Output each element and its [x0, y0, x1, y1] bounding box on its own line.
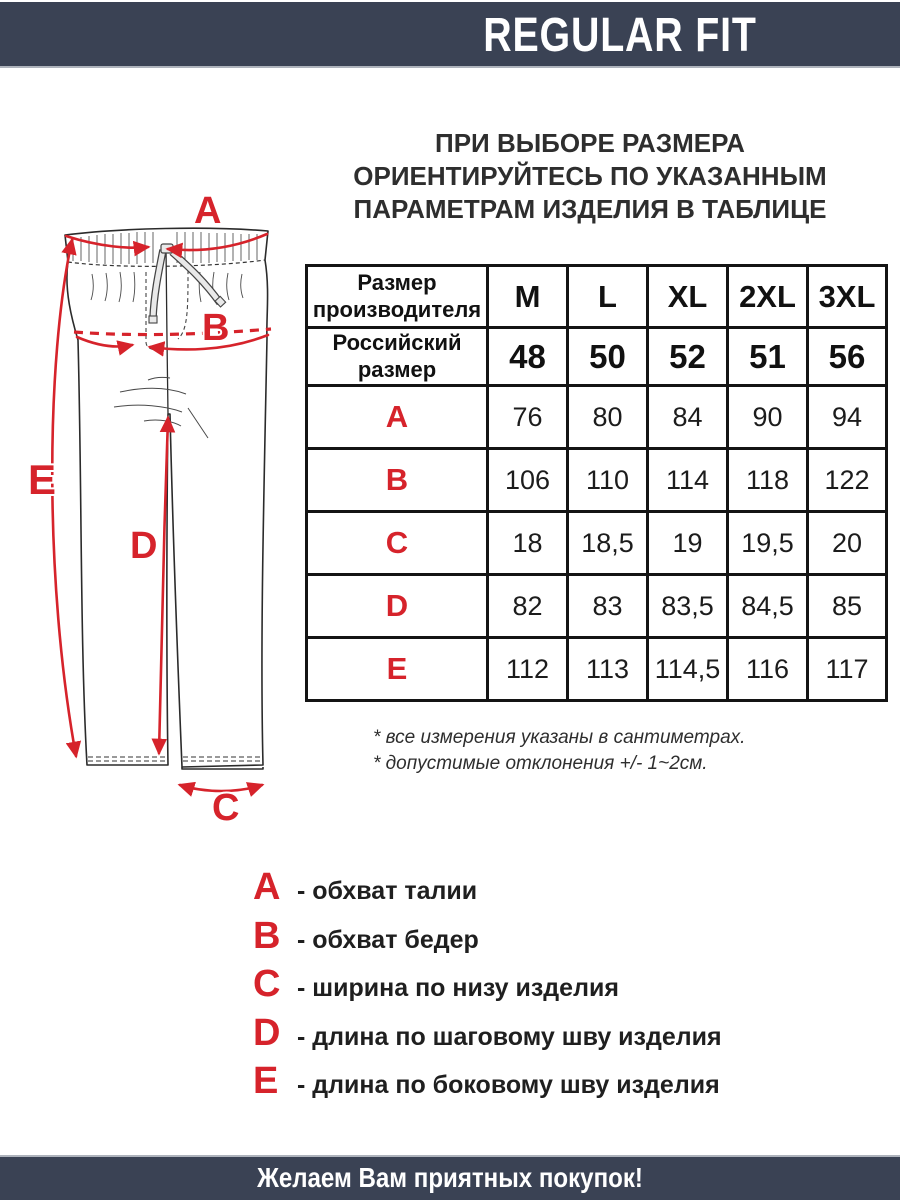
row-letter-cell: E — [307, 638, 488, 701]
legend-desc: - длина по шаговому шву изделия — [297, 1022, 722, 1051]
measure-label-b: B — [202, 307, 230, 349]
value-cell: 112 — [488, 638, 568, 701]
measure-label-e: E — [28, 456, 57, 503]
legend-desc: - обхват талии — [297, 877, 478, 905]
value-cell: 83,5 — [648, 575, 728, 638]
row-letter-cell: D — [307, 575, 488, 638]
legend-item-d — [253, 1012, 722, 1061]
row-letter-cell: A — [307, 386, 488, 449]
size-cell: 52 — [648, 328, 728, 386]
intro-line: ОРИЕНТИРУЙТЕСЬ ПО УКАЗАННЫМ — [353, 161, 827, 191]
legend-item-b — [253, 915, 722, 964]
col-header-cell: 2XL — [728, 266, 808, 328]
value-cell: 106 — [488, 449, 568, 512]
value-cell: 118 — [728, 449, 808, 512]
legend-letter: D — [253, 1011, 281, 1054]
value-cell: 117 — [808, 638, 887, 701]
intro-text — [295, 127, 885, 226]
row-header-cell: Размер производителя — [307, 266, 488, 328]
row-letter-cell: C — [307, 512, 488, 575]
value-cell: 84,5 — [728, 575, 808, 638]
intro-line: ПАРАМЕТРАМ ИЗДЕЛИЯ В ТАБЛИЦЕ — [353, 194, 827, 224]
page-title: REGULAR FIT — [483, 9, 757, 62]
legend-desc: - ширина по низу изделия — [297, 974, 619, 1002]
value-cell: 20 — [808, 512, 887, 575]
measurement-legend — [253, 866, 722, 1109]
value-cell: 110 — [568, 449, 648, 512]
col-header-cell: L — [568, 266, 648, 328]
value-cell: 19 — [648, 512, 728, 575]
measurement-notes — [373, 725, 745, 777]
legend-item-a — [253, 866, 722, 915]
note-line: * допустимые отклонения +/- 1~2см. — [373, 753, 708, 774]
value-cell: 114 — [648, 449, 728, 512]
legend-letter: B — [253, 914, 281, 957]
legend-letter: A — [253, 866, 281, 908]
value-cell: 80 — [568, 386, 648, 449]
table-row-e — [307, 638, 887, 701]
value-cell: 18 — [488, 512, 568, 575]
value-cell: 122 — [808, 449, 887, 512]
row-header-cell: Российский размер — [307, 328, 488, 386]
legend-desc: - обхват бедер — [297, 925, 479, 954]
table-row-b — [307, 449, 887, 512]
value-cell: 19,5 — [728, 512, 808, 575]
table-row-manufacturer-size — [307, 266, 887, 328]
value-cell: 113 — [568, 638, 648, 701]
legend-item-c — [253, 963, 722, 1012]
legend-letter: E — [253, 1060, 279, 1102]
size-cell: 51 — [728, 328, 808, 386]
value-cell: 82 — [488, 575, 568, 638]
legend-letter: C — [253, 963, 281, 1005]
measure-label-a: A — [194, 190, 222, 232]
value-cell: 76 — [488, 386, 568, 449]
note-line: * все измерения указаны в сантиметрах. — [373, 727, 746, 748]
size-cell: 48 — [488, 328, 568, 386]
col-header-cell: 3XL — [808, 266, 887, 328]
value-cell: 114,5 — [648, 638, 728, 701]
size-cell: 56 — [808, 328, 887, 386]
table-row-c — [307, 512, 887, 575]
table-row-a — [307, 386, 887, 449]
footer-message: Желаем Вам приятных покупок! — [257, 1162, 643, 1193]
value-cell: 90 — [728, 386, 808, 449]
value-cell: 18,5 — [568, 512, 648, 575]
row-letter-cell: B — [307, 449, 488, 512]
col-header-cell: M — [488, 266, 568, 328]
table-row-russian-size — [307, 328, 887, 386]
value-cell: 84 — [648, 386, 728, 449]
legend-item-e — [253, 1060, 722, 1109]
value-cell: 85 — [808, 575, 887, 638]
intro-line: ПРИ ВЫБОРЕ РАЗМЕРА — [435, 128, 745, 158]
table-row-d — [307, 575, 887, 638]
col-header-cell: XL — [648, 266, 728, 328]
measure-label-d: D — [130, 525, 158, 567]
pants-diagram — [20, 190, 310, 830]
legend-desc: - длина по боковому шву изделия — [297, 1071, 720, 1099]
value-cell: 83 — [568, 575, 648, 638]
size-table — [305, 264, 888, 702]
measure-label-c: C — [212, 787, 240, 829]
size-cell: 50 — [568, 328, 648, 386]
value-cell: 116 — [728, 638, 808, 701]
value-cell: 94 — [808, 386, 887, 449]
